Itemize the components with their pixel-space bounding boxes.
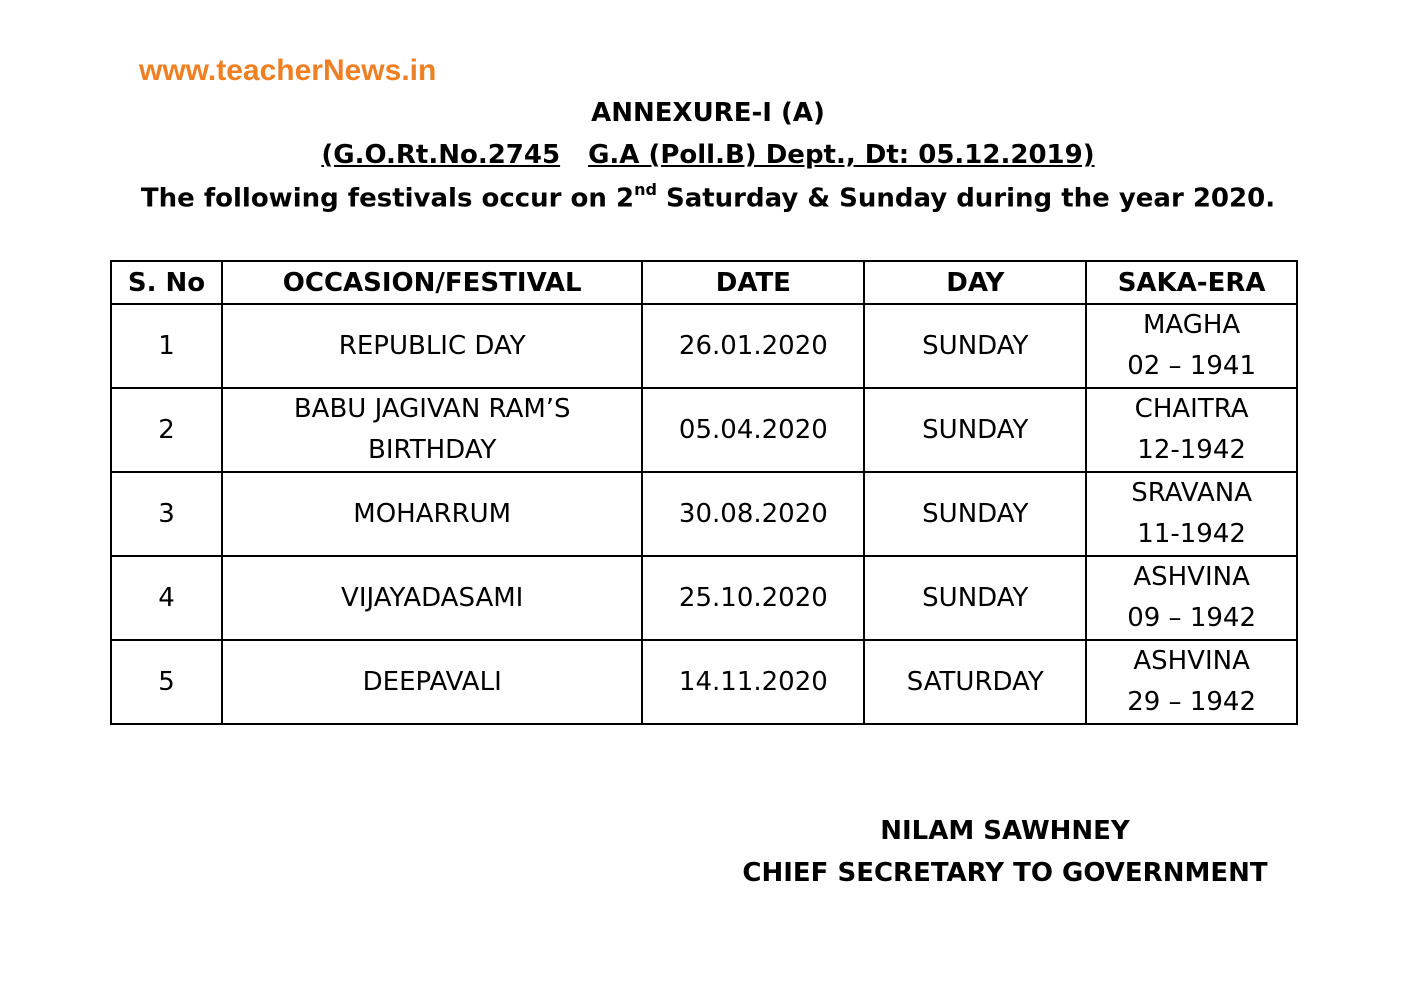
header-saka: SAKA-ERA [1086, 261, 1297, 304]
cell-saka-line: 12-1942 [1137, 435, 1246, 465]
cell-date: 05.04.2020 [642, 388, 864, 472]
cell-saka-line: ASHVINA [1133, 562, 1250, 592]
cell-occasion [222, 304, 642, 388]
intro-before: The following festivals occur on 2 [140, 183, 635, 214]
cell-sno: 3 [111, 472, 222, 556]
cell-saka [1086, 556, 1297, 640]
cell-saka [1086, 472, 1297, 556]
header-occasion: OCCASION/FESTIVAL [222, 261, 642, 304]
cell-day: SUNDAY [864, 556, 1086, 640]
cell-occasion-line: BABU JAGIVAN RAM’S [293, 394, 571, 424]
table-row [111, 472, 1297, 556]
cell-occasion-line: VIJAYADASAMI [341, 582, 524, 613]
cell-occasion [222, 640, 642, 724]
signatory-name: NILAM SAWHNEY [880, 816, 1130, 846]
header-day: DAY [864, 261, 1086, 304]
cell-saka-line: SRAVANA [1131, 478, 1252, 508]
cell-day: SUNDAY [864, 304, 1086, 388]
cell-day: SATURDAY [864, 640, 1086, 724]
watermark-url: www.teacherNews.in [139, 54, 437, 87]
cell-saka-line: 02 – 1941 [1127, 351, 1256, 381]
cell-occasion-line: MOHARRUM [353, 498, 512, 529]
cell-sno: 1 [111, 304, 222, 388]
cell-saka-line: CHAITRA [1134, 394, 1249, 424]
cell-occasion-line: DEEPAVALI [362, 666, 502, 697]
cell-day: SUNDAY [864, 472, 1086, 556]
annexure-title: ANNEXURE-I (A) [591, 98, 825, 128]
header-date: DATE [642, 261, 864, 304]
cell-date: 26.01.2020 [642, 304, 864, 388]
cell-saka-line: 09 – 1942 [1127, 603, 1256, 633]
cell-date: 14.11.2020 [642, 640, 864, 724]
intro-after: Saturday & Sunday during the year 2020. [656, 183, 1276, 214]
signatory-title: CHIEF SECRETARY TO GOVERNMENT [742, 858, 1268, 888]
cell-saka [1086, 640, 1297, 724]
cell-occasion [222, 388, 642, 472]
festival-table [110, 260, 1298, 725]
intro-sup: nd [634, 180, 657, 199]
table-row [111, 556, 1297, 640]
table-row [111, 388, 1297, 472]
cell-saka-line: 11-1942 [1137, 519, 1246, 549]
go-dept: G.A (Poll.B) Dept., Dt: 05.12.2019) [588, 140, 1095, 170]
cell-occasion-line: REPUBLIC DAY [338, 330, 526, 361]
cell-sno: 5 [111, 640, 222, 724]
cell-saka [1086, 388, 1297, 472]
table-row [111, 640, 1297, 724]
cell-saka-line: 29 – 1942 [1127, 687, 1256, 717]
table-header-row [111, 261, 1297, 304]
cell-saka-line: ASHVINA [1133, 646, 1250, 676]
cell-saka-line: MAGHA [1142, 310, 1241, 340]
cell-sno: 4 [111, 556, 222, 640]
cell-sno: 2 [111, 388, 222, 472]
go-number: (G.O.Rt.No.2745 [321, 140, 561, 170]
cell-occasion-line: BIRTHDAY [368, 435, 497, 465]
cell-day: SUNDAY [864, 388, 1086, 472]
header-sno: S. No [111, 261, 222, 304]
cell-date: 30.08.2020 [642, 472, 864, 556]
cell-saka [1086, 304, 1297, 388]
go-reference [0, 140, 1416, 170]
cell-occasion [222, 472, 642, 556]
table-row [111, 304, 1297, 388]
intro-line [0, 182, 1416, 214]
cell-date: 25.10.2020 [642, 556, 864, 640]
cell-occasion [222, 556, 642, 640]
